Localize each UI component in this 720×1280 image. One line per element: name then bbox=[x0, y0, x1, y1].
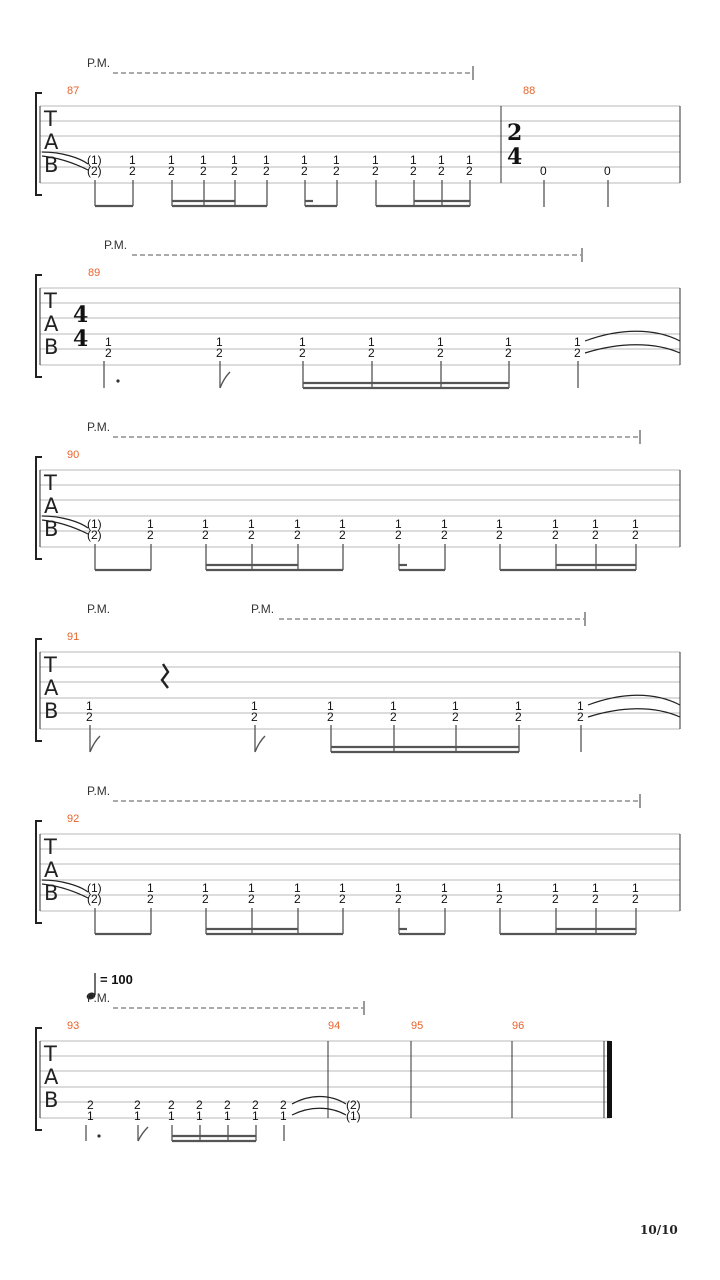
fret-number: 1 bbox=[515, 699, 522, 713]
fret-number: 1 bbox=[592, 881, 599, 895]
measure-number: 89 bbox=[88, 267, 101, 279]
tab-clef-b: B bbox=[44, 517, 59, 541]
fret-number: 0 bbox=[540, 164, 547, 178]
measure-number: 91 bbox=[67, 631, 80, 643]
fret-number: 2 bbox=[496, 892, 503, 906]
rhythm-notation bbox=[86, 1125, 284, 1141]
fret-number: 2 bbox=[294, 892, 301, 906]
fret-number: 1 bbox=[466, 153, 473, 167]
fret-number: 1 bbox=[252, 1109, 259, 1123]
fret-number: 1 bbox=[294, 517, 301, 531]
fret-number: 2 bbox=[552, 892, 559, 906]
quarter-rest-icon bbox=[162, 664, 168, 688]
measure-number: 96 bbox=[512, 1020, 525, 1032]
fret-number: 2 bbox=[147, 892, 154, 906]
fret-number: 2 bbox=[410, 164, 417, 178]
rhythm-notation bbox=[95, 544, 636, 570]
fret-number: 2 bbox=[515, 710, 522, 724]
fret-number: 1 bbox=[147, 517, 154, 531]
fret-number: 2 bbox=[441, 892, 448, 906]
fret-number: 2 bbox=[301, 164, 308, 178]
fret-number: 1 bbox=[395, 517, 402, 531]
fret-number: 1 bbox=[263, 153, 270, 167]
palm-mute-label: P.M. bbox=[87, 602, 111, 616]
fret-number: 1 bbox=[327, 699, 334, 713]
fret-number: 2 bbox=[395, 892, 402, 906]
fret-number: 2 bbox=[129, 164, 136, 178]
system-5 bbox=[36, 784, 680, 934]
fret-number: 1 bbox=[574, 335, 581, 349]
fret-number: 1 bbox=[147, 881, 154, 895]
fret-number: 1 bbox=[552, 517, 559, 531]
fret-number: 2 bbox=[368, 346, 375, 360]
fret-number: (1) bbox=[87, 153, 102, 167]
fret-number: 2 bbox=[496, 528, 503, 542]
fret-number: 2 bbox=[577, 710, 584, 724]
tab-clef-t: T bbox=[44, 471, 57, 495]
fret-number: 2 bbox=[280, 1098, 287, 1112]
page-number: 10/10 bbox=[640, 1223, 678, 1237]
tab-clef-t: T bbox=[44, 653, 57, 677]
fret-number: 2 bbox=[592, 528, 599, 542]
fret-number: (1) bbox=[346, 1109, 361, 1123]
fret-number: 2 bbox=[231, 164, 238, 178]
tie-arc bbox=[292, 1108, 346, 1115]
tab-clef-b: B bbox=[44, 153, 59, 177]
fret-number: 2 bbox=[168, 164, 175, 178]
fret-number: 2 bbox=[452, 710, 459, 724]
fret-number: 1 bbox=[251, 699, 258, 713]
fret-number: 2 bbox=[552, 528, 559, 542]
fret-number: 1 bbox=[248, 517, 255, 531]
time-signature-bottom: 4 bbox=[507, 144, 523, 170]
fret-number: 1 bbox=[632, 517, 639, 531]
staff-lines bbox=[40, 106, 680, 183]
system-2 bbox=[36, 238, 680, 388]
fret-number: 2 bbox=[202, 528, 209, 542]
fret-number: (1) bbox=[87, 517, 102, 531]
fret-number: 1 bbox=[452, 699, 459, 713]
fret-number: 1 bbox=[410, 153, 417, 167]
fret-number: 2 bbox=[390, 710, 397, 724]
fret-number: 2 bbox=[437, 346, 444, 360]
tab-clef-b: B bbox=[44, 881, 59, 905]
tie-arc bbox=[588, 695, 680, 705]
fret-number: 1 bbox=[438, 153, 445, 167]
tab-clef-a: A bbox=[44, 130, 59, 154]
fret-number: 1 bbox=[299, 335, 306, 349]
fret-number: 1 bbox=[339, 517, 346, 531]
staff-lines bbox=[40, 652, 680, 729]
system-bracket bbox=[36, 821, 42, 923]
tie-arc bbox=[585, 331, 680, 341]
fret-number: 2 bbox=[441, 528, 448, 542]
fret-number: 1 bbox=[87, 1109, 94, 1123]
tab-clef-t: T bbox=[44, 1042, 57, 1066]
fret-number: 1 bbox=[86, 699, 93, 713]
fret-number: (2) bbox=[87, 164, 102, 178]
fret-number: 2 bbox=[251, 710, 258, 724]
fret-number: 2 bbox=[252, 1098, 259, 1112]
fret-number: 1 bbox=[129, 153, 136, 167]
fret-number: 1 bbox=[577, 699, 584, 713]
fret-number: 2 bbox=[505, 346, 512, 360]
system-bracket bbox=[36, 1028, 42, 1130]
tab-clef-b: B bbox=[44, 335, 59, 359]
final-barline-thick bbox=[607, 1041, 612, 1118]
fret-number: 1 bbox=[168, 153, 175, 167]
rhythm-notation bbox=[95, 908, 636, 934]
fret-number: 2 bbox=[592, 892, 599, 906]
fret-number: 1 bbox=[333, 153, 340, 167]
fret-number: 2 bbox=[632, 528, 639, 542]
fret-number: 1 bbox=[248, 881, 255, 895]
fret-number: 1 bbox=[202, 881, 209, 895]
tab-clef-a: A bbox=[44, 858, 59, 882]
fret-number: 1 bbox=[105, 335, 112, 349]
fret-number: 2 bbox=[224, 1098, 231, 1112]
staff-lines bbox=[40, 1041, 610, 1118]
time-signature-top: 4 bbox=[73, 302, 89, 328]
staff-lines bbox=[40, 834, 680, 911]
measure-number: 94 bbox=[328, 1020, 341, 1032]
tab-clef-b: B bbox=[44, 1088, 59, 1112]
fret-number: 1 bbox=[224, 1109, 231, 1123]
measure-number: 95 bbox=[411, 1020, 424, 1032]
fret-number: 0 bbox=[604, 164, 611, 178]
palm-mute-label: P.M. bbox=[87, 784, 111, 798]
fret-number: 2 bbox=[339, 528, 346, 542]
fret-number: 1 bbox=[200, 153, 207, 167]
tab-chords bbox=[87, 881, 639, 906]
fret-number: 1 bbox=[505, 335, 512, 349]
fret-number: 2 bbox=[200, 164, 207, 178]
measure-number: 90 bbox=[67, 449, 80, 461]
system-bracket bbox=[36, 275, 42, 377]
tab-chords bbox=[105, 335, 581, 360]
fret-number: 1 bbox=[441, 517, 448, 531]
fret-number: 2 bbox=[339, 892, 346, 906]
tab-clef-a: A bbox=[44, 494, 59, 518]
system-6 bbox=[36, 972, 612, 1141]
fret-number: (1) bbox=[87, 881, 102, 895]
staff-lines bbox=[40, 470, 680, 547]
fret-number: (2) bbox=[346, 1098, 361, 1112]
fret-number: 2 bbox=[263, 164, 270, 178]
system-4 bbox=[36, 602, 680, 752]
time-signature-top: 2 bbox=[507, 120, 523, 146]
fret-number: 1 bbox=[202, 517, 209, 531]
fret-number: 1 bbox=[294, 881, 301, 895]
fret-number: 2 bbox=[299, 346, 306, 360]
tab-clef-a: A bbox=[44, 1065, 59, 1089]
palm-mute-label: P.M. bbox=[87, 420, 111, 434]
tab-chords bbox=[87, 517, 639, 542]
tab-chords bbox=[86, 699, 584, 724]
fret-number: 1 bbox=[368, 335, 375, 349]
fret-number: 1 bbox=[168, 1109, 175, 1123]
fret-number: 2 bbox=[466, 164, 473, 178]
fret-number: 2 bbox=[248, 892, 255, 906]
fret-number: 2 bbox=[438, 164, 445, 178]
fret-number: 2 bbox=[395, 528, 402, 542]
fret-number: 2 bbox=[248, 528, 255, 542]
fret-number: 2 bbox=[87, 1098, 94, 1112]
fret-number: 2 bbox=[134, 1098, 141, 1112]
fret-number: 2 bbox=[216, 346, 223, 360]
tab-clef-t: T bbox=[44, 289, 57, 313]
fret-number: 1 bbox=[496, 517, 503, 531]
fret-number: 2 bbox=[294, 528, 301, 542]
tab-clef-t: T bbox=[44, 107, 57, 131]
fret-number: 1 bbox=[632, 881, 639, 895]
palm-mute-label: P.M. bbox=[251, 602, 275, 616]
tab-clef-t: T bbox=[44, 835, 57, 859]
fret-number: (2) bbox=[87, 892, 102, 906]
system-3 bbox=[36, 420, 680, 570]
fret-number: 2 bbox=[632, 892, 639, 906]
fret-number: 1 bbox=[372, 153, 379, 167]
fret-number: 1 bbox=[496, 881, 503, 895]
system-bracket bbox=[36, 457, 42, 559]
measure-number: 87 bbox=[67, 85, 80, 97]
tab-clef-a: A bbox=[44, 312, 59, 336]
tab-chords bbox=[87, 153, 611, 178]
measure-number: 92 bbox=[67, 813, 80, 825]
fret-number: 2 bbox=[333, 164, 340, 178]
time-signature-bottom: 4 bbox=[73, 326, 89, 352]
fret-number: 1 bbox=[552, 881, 559, 895]
fret-number: 1 bbox=[134, 1109, 141, 1123]
rhythm-notation bbox=[95, 180, 608, 207]
palm-mute-label: P.M. bbox=[104, 238, 128, 252]
fret-number: 2 bbox=[105, 346, 112, 360]
fret-number: 1 bbox=[390, 699, 397, 713]
fret-number: 2 bbox=[327, 710, 334, 724]
system-bracket bbox=[36, 93, 42, 195]
fret-number: 2 bbox=[168, 1098, 175, 1112]
palm-mute-label: P.M. bbox=[87, 56, 111, 70]
system-bracket bbox=[36, 639, 42, 741]
fret-number: 1 bbox=[216, 335, 223, 349]
fret-number: 1 bbox=[395, 881, 402, 895]
fret-number: (2) bbox=[87, 528, 102, 542]
fret-number: 2 bbox=[86, 710, 93, 724]
fret-number: 1 bbox=[280, 1109, 287, 1123]
fret-number: 1 bbox=[196, 1109, 203, 1123]
tie-arc bbox=[292, 1097, 346, 1105]
measure-number: 88 bbox=[523, 85, 536, 97]
fret-number: 2 bbox=[372, 164, 379, 178]
tab-clef-a: A bbox=[44, 676, 59, 700]
fret-number: 1 bbox=[339, 881, 346, 895]
staff-lines bbox=[40, 288, 680, 365]
system-1 bbox=[36, 56, 680, 207]
fret-number: 1 bbox=[592, 517, 599, 531]
fret-number: 2 bbox=[202, 892, 209, 906]
tempo-value: = 100 bbox=[100, 972, 133, 987]
fret-number: 2 bbox=[147, 528, 154, 542]
fret-number: 1 bbox=[437, 335, 444, 349]
fret-number: 1 bbox=[301, 153, 308, 167]
measure-number: 93 bbox=[67, 1020, 80, 1032]
palm-mute-label: P.M. bbox=[87, 991, 111, 1005]
fret-number: 2 bbox=[574, 346, 581, 360]
fret-number: 2 bbox=[196, 1098, 203, 1112]
fret-number: 1 bbox=[441, 881, 448, 895]
fret-number: 1 bbox=[231, 153, 238, 167]
tab-clef-b: B bbox=[44, 699, 59, 723]
